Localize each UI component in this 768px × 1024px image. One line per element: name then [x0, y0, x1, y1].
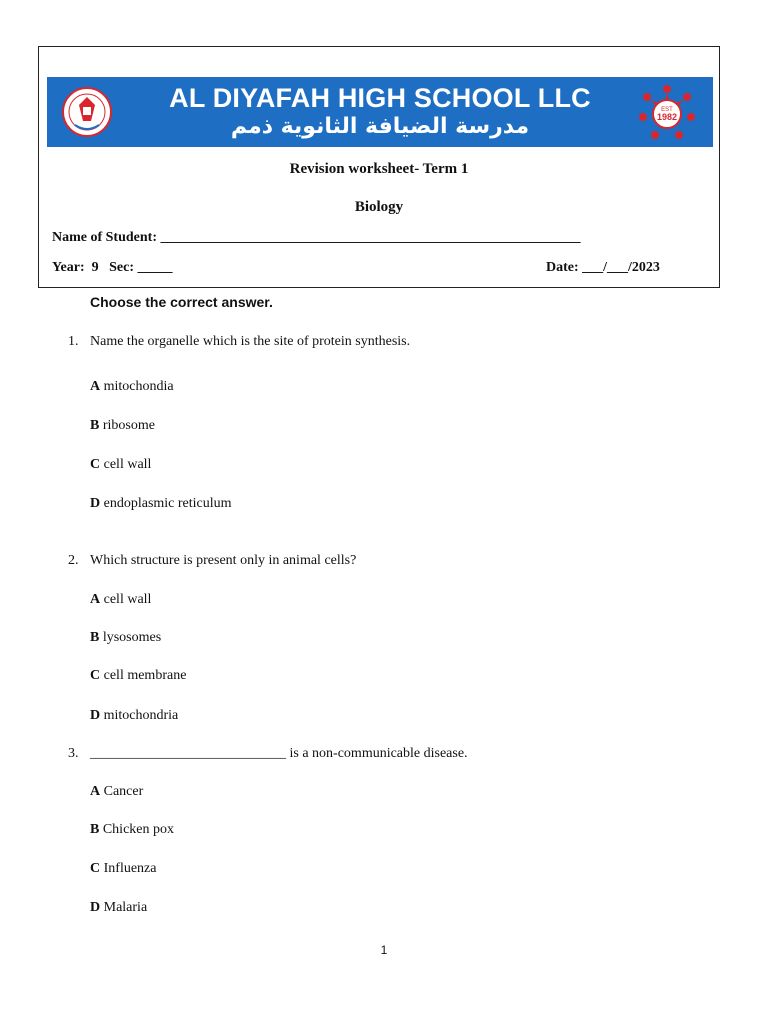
option-2a	[90, 592, 151, 608]
question-text: Name the organelle which is the site of protein synthesis.	[90, 334, 411, 349]
option-text: cell wall	[100, 457, 152, 472]
school-crest-logo	[61, 85, 113, 139]
logo-est-text: EST	[661, 107, 673, 113]
date-field: Date: ___/___/2023	[546, 260, 660, 275]
option-text: cell membrane	[100, 668, 187, 683]
option-letter: A	[90, 592, 101, 607]
option-text: lysosomes	[99, 630, 162, 645]
option-1a	[90, 379, 174, 395]
option-text: cell wall	[100, 592, 152, 607]
option-1d	[90, 496, 232, 512]
question-number: 3.	[68, 746, 79, 761]
option-text: mitochondria	[100, 708, 179, 723]
option-3c	[90, 861, 156, 877]
option-2d	[90, 708, 178, 724]
question-text: Which structure is present only in animal cells?	[90, 553, 357, 568]
question-2	[68, 553, 356, 569]
option-2b	[90, 630, 161, 646]
logo-year-text: 1982	[656, 112, 678, 122]
question-number: 2.	[68, 553, 79, 568]
school-banner	[47, 77, 713, 147]
option-3d	[90, 900, 147, 916]
option-text: ribosome	[99, 418, 155, 433]
banner-text	[169, 83, 591, 141]
school-name-arabic: مدرسة الضيافة الثانوية ذمم	[230, 114, 530, 139]
option-letter: D	[90, 496, 101, 511]
option-3a	[90, 784, 143, 800]
question-number: 1.	[68, 334, 79, 349]
worksheet-title: Revision worksheet- Term 1	[289, 161, 469, 177]
question-1	[68, 334, 410, 350]
option-text: mitochondia	[100, 379, 174, 394]
option-1c	[90, 457, 151, 473]
option-text: Malaria	[100, 900, 148, 915]
option-letter: D	[90, 708, 101, 723]
question-text: ____________________________ is a non-communicable disease.	[90, 746, 468, 761]
student-name-field: Name of Student: ____________________________________________________________	[52, 230, 581, 245]
option-text: Influenza	[100, 861, 157, 876]
option-letter: D	[90, 900, 101, 915]
option-text: Cancer	[100, 784, 144, 799]
header-box	[38, 46, 720, 288]
option-letter: A	[90, 379, 101, 394]
option-letter: B	[90, 822, 100, 837]
option-text: Chicken pox	[99, 822, 174, 837]
option-2c	[90, 668, 186, 684]
option-letter: A	[90, 784, 101, 799]
option-letter: C	[90, 668, 101, 683]
option-letter: C	[90, 457, 101, 472]
year-section-field: Year: 9 Sec: _____	[52, 260, 173, 275]
option-1b	[90, 418, 155, 434]
question-3	[68, 746, 468, 762]
instruction-text: Choose the correct answer.	[90, 294, 273, 310]
option-letter: C	[90, 861, 101, 876]
option-letter: B	[90, 418, 100, 433]
option-text: endoplasmic reticulum	[100, 496, 232, 511]
page-number: 1	[380, 943, 388, 957]
option-3b	[90, 822, 174, 838]
subject-title: Biology	[354, 199, 404, 215]
school-name: AL DIYAFAH HIGH SCHOOL LLC	[169, 83, 591, 113]
option-letter: B	[90, 630, 100, 645]
est-1982-logo	[637, 83, 697, 141]
